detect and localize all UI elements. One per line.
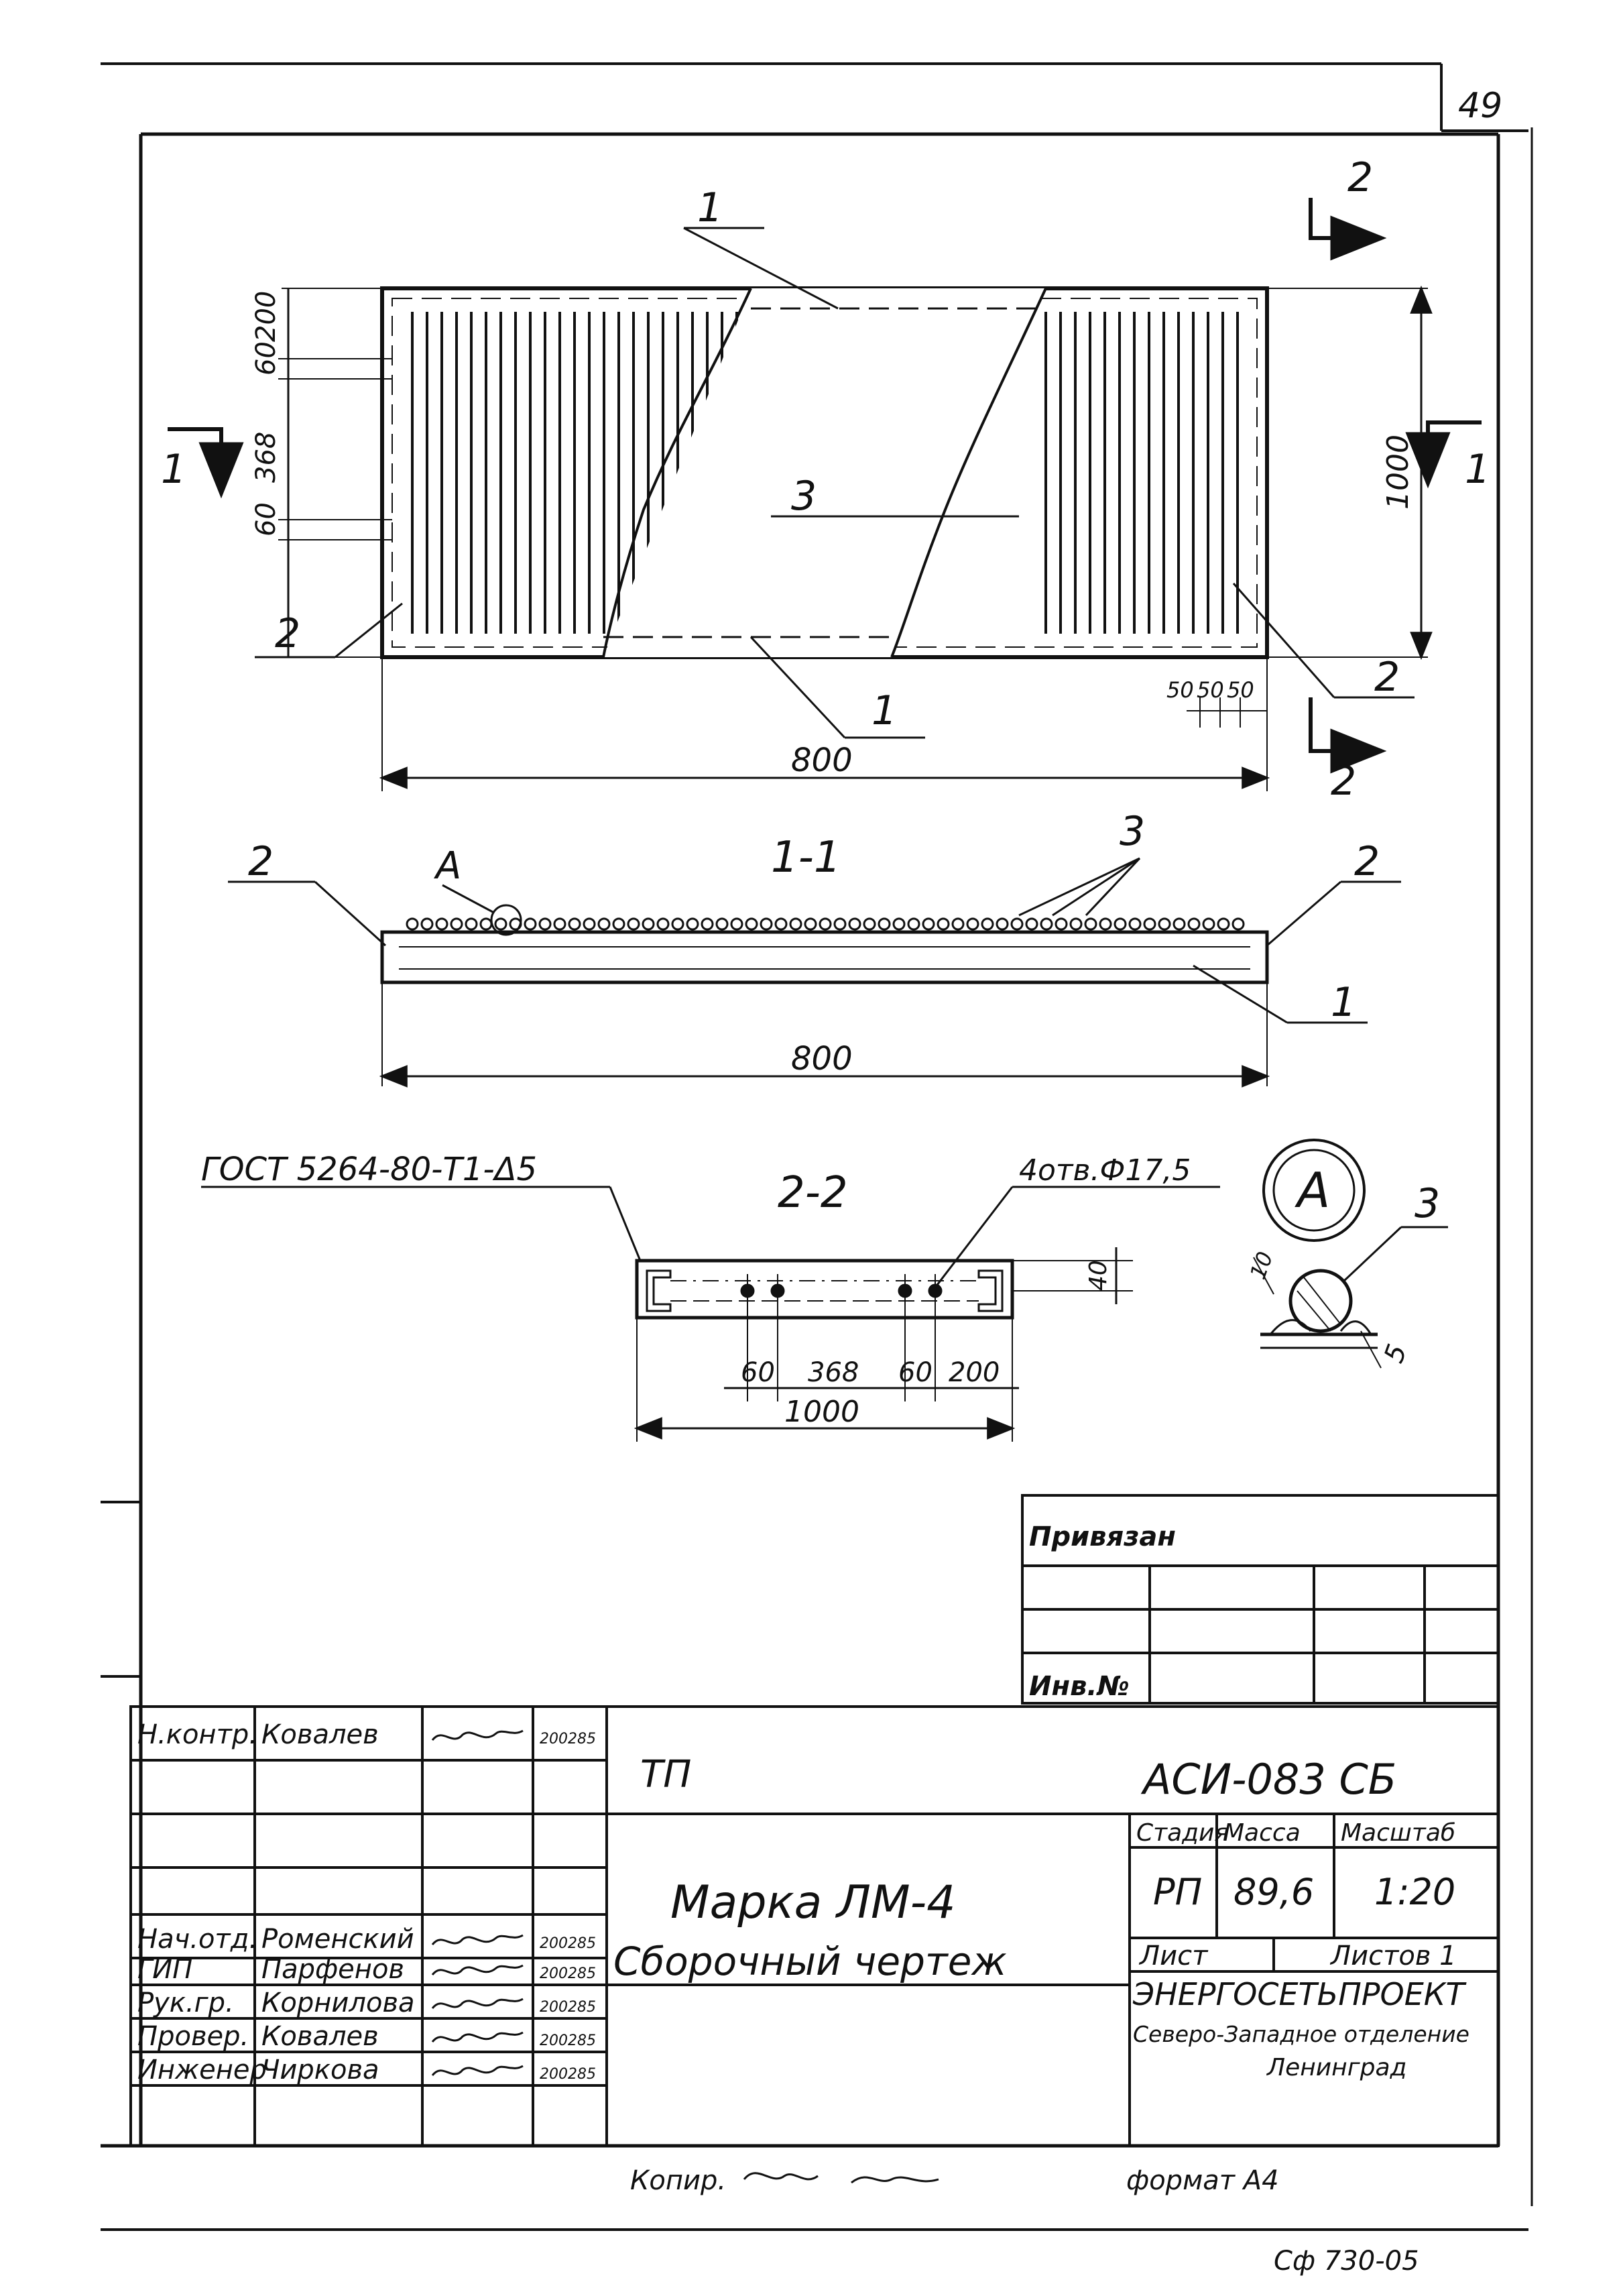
rebar-circle — [407, 919, 418, 929]
rebar-circle — [731, 919, 742, 929]
rebar-circle — [643, 919, 654, 929]
plan-dim-50-a: 50 — [1166, 677, 1194, 703]
rebar-circle — [1144, 919, 1155, 929]
copied-by-label: Копир. — [630, 2165, 727, 2196]
copier-signature — [744, 2173, 939, 2183]
rebar-circle — [923, 919, 934, 929]
rebar-circle — [967, 919, 978, 929]
signature-date: 200285 — [540, 2032, 596, 2049]
section-2-2-channel — [637, 1261, 1012, 1318]
signature-date: 200285 — [540, 1999, 596, 2016]
plan-dim-60-top: 60 — [251, 341, 282, 376]
signature-date: 200285 — [540, 1965, 596, 1982]
section-1-1-labels — [248, 808, 1380, 1078]
plan-callout-2-left: 2 — [275, 610, 301, 657]
rebar-circle — [436, 919, 447, 929]
rebar-circle — [761, 919, 772, 929]
organization-city: Ленинград — [1267, 2054, 1407, 2081]
drawing-title-line1: Марка ЛМ-4 — [670, 1876, 956, 1929]
rebar-circle — [1174, 919, 1185, 929]
rebar-circle — [1130, 919, 1140, 929]
rebar-circle — [628, 919, 639, 929]
plan-dim-60-bottom: 60 — [251, 502, 282, 536]
rebar-circle — [790, 919, 801, 929]
format-label: формат А4 — [1126, 2165, 1279, 2196]
section-2-2-dim-200: 200 — [949, 1357, 1000, 1388]
plan-callout-2-right: 2 — [1374, 654, 1400, 701]
detail-a-label: А — [1297, 1162, 1331, 1218]
rebar-circle — [1233, 919, 1244, 929]
section-2-2-dim-368: 368 — [808, 1357, 859, 1388]
plan-dim-1000: 1000 — [1381, 435, 1415, 510]
signature-role: Рук.гр. — [137, 1988, 234, 2018]
document-code: АСИ-083 СБ — [1143, 1755, 1397, 1804]
signature-name: Корнилова — [261, 1988, 415, 2018]
plan-dim-200: 200 — [251, 290, 282, 342]
rebar-circle — [554, 919, 565, 929]
weld-note: ГОСТ 5264-80-Т1-Δ5 — [201, 1151, 538, 1188]
rebar-circle — [717, 919, 727, 929]
rebar-circle — [613, 919, 624, 929]
rebar-circle — [1056, 919, 1067, 929]
detail-a-dim-10: 10 — [1244, 1248, 1278, 1283]
rebar-circle — [894, 919, 904, 929]
rebar-circle — [481, 919, 491, 929]
binding-label: Привязан — [1029, 1522, 1177, 1552]
signature-role: Инженер — [137, 2055, 267, 2085]
section-1-1-dim-800: 800 — [791, 1040, 853, 1078]
rebar-circle — [422, 919, 432, 929]
rebar-circle — [776, 919, 786, 929]
rebar-circle — [584, 919, 595, 929]
title-block-signatures — [137, 1719, 596, 2085]
detail-a-view — [1254, 1140, 1448, 1368]
signature-date: 200285 — [540, 1731, 596, 1747]
plan-callout-1-bottom: 1 — [871, 687, 898, 734]
rebar-circle — [805, 919, 816, 929]
rebar-circle — [540, 919, 550, 929]
rebar-circle — [746, 919, 757, 929]
section-1-1-bars — [407, 919, 1244, 929]
rebar-circle — [525, 919, 536, 929]
section-1-1-callout-a: А — [436, 844, 462, 888]
rebar-circle — [1026, 919, 1037, 929]
plan-callout-3: 3 — [791, 473, 817, 520]
signature-name: Чиркова — [261, 2055, 379, 2085]
rebar-circle — [982, 919, 993, 929]
rebar-circle — [864, 919, 875, 929]
plan-dim-50-c: 50 — [1227, 677, 1254, 703]
detail-a-callout-3: 3 — [1415, 1180, 1441, 1227]
rebar-circle — [451, 919, 462, 929]
plan-dim-50-b: 50 — [1197, 677, 1224, 703]
signature-name: Ковалев — [261, 1719, 379, 1750]
archive-number: Сф 730-05 — [1274, 2246, 1419, 2277]
section-mark-2-top: 2 — [1347, 154, 1374, 201]
rebar-circle — [997, 919, 1008, 929]
holes-note: 4отв.Ф17,5 — [1019, 1153, 1191, 1188]
signature-name: Ковалев — [261, 2021, 379, 2052]
rebar-circle — [466, 919, 477, 929]
rebar-circle — [1189, 919, 1199, 929]
tp-label: ТП — [640, 1753, 692, 1796]
signature-role: ГИП — [137, 1954, 193, 1985]
rebar-circle — [658, 919, 668, 929]
rebar-circle — [1100, 919, 1111, 929]
organization-name: ЭНЕРГОСЕТЬПРОЕКТ — [1133, 1976, 1465, 2012]
handwritten-signature — [432, 1999, 523, 2008]
section-2-2-view — [201, 1187, 1220, 1442]
plan-view — [168, 198, 1482, 791]
signature-name: Роменский — [261, 1924, 414, 1955]
rebar-circle — [495, 919, 506, 929]
rebar-circle — [879, 919, 890, 929]
rebar-circle — [702, 919, 713, 929]
section-1-1-callout-2-left: 2 — [248, 838, 274, 885]
detail-a-dim-5: 5 — [1378, 1340, 1414, 1367]
rebar-circle — [1218, 919, 1229, 929]
section-mark-1-left: 1 — [161, 446, 187, 493]
rebar-circle — [820, 919, 831, 929]
organization-branch: Северо-Западное отделение — [1133, 2021, 1469, 2047]
section-2-2-dim-60-right: 60 — [898, 1357, 933, 1388]
plan-dim-368: 368 — [251, 431, 282, 483]
footer — [630, 2165, 1419, 2277]
rebar-circle — [1071, 919, 1081, 929]
scale-value: 1:20 — [1374, 1871, 1456, 1913]
handwritten-signature — [432, 1965, 523, 1975]
handwritten-signature — [432, 1731, 523, 1740]
rebar-circle — [569, 919, 580, 929]
signature-role: Провер. — [137, 2021, 249, 2052]
section-2-2-labels — [201, 1151, 1191, 1429]
rebar-circle — [599, 919, 609, 929]
rebar-circle — [1203, 919, 1214, 929]
signature-date: 200285 — [540, 1935, 596, 1952]
sheets-count: Листов 1 — [1331, 1941, 1457, 1971]
inventory-label: Инв.№ — [1029, 1671, 1130, 1702]
section-2-2-dim-40: 40 — [1085, 1260, 1112, 1291]
section-mark-1-right: 1 — [1465, 446, 1491, 493]
section-2-2-dim-1000: 1000 — [784, 1395, 859, 1429]
rebar-circle — [849, 919, 860, 929]
drawing-title-line2: Сборочный чертеж — [613, 1939, 1007, 1984]
page-number: 49 — [1458, 86, 1503, 126]
stage-value: РП — [1153, 1871, 1203, 1913]
rebar-circle — [1041, 919, 1052, 929]
mass-header: Масса — [1223, 1819, 1301, 1847]
rebar-circle — [953, 919, 963, 929]
rebar-circle — [835, 919, 845, 929]
signature-date: 200285 — [540, 2066, 596, 2083]
rebar-circle — [1115, 919, 1126, 929]
rebar-circle — [938, 919, 949, 929]
section-1-1-callout-2-right: 2 — [1354, 838, 1380, 885]
section-2-2-dim-60-left: 60 — [741, 1357, 775, 1388]
handwritten-signature — [432, 2066, 523, 2075]
section-1-1-callout-1: 1 — [1331, 979, 1357, 1026]
plan-callout-1-top: 1 — [697, 184, 723, 231]
section-1-1-beam — [382, 932, 1267, 982]
rebar-circle — [1012, 919, 1022, 929]
section-1-1-title: 1-1 — [771, 833, 841, 882]
detail-a-marker — [491, 905, 521, 935]
plan-ribs-right — [1046, 312, 1238, 634]
scale-header: Масштаб — [1341, 1819, 1456, 1847]
section-2-2-title: 2-2 — [778, 1168, 848, 1218]
mass-value: 89,6 — [1234, 1871, 1315, 1913]
rebar-circle — [908, 919, 919, 929]
section-1-1-callout-3: 3 — [1120, 808, 1146, 855]
rebar-circle — [672, 919, 683, 929]
rebar-circle — [687, 919, 698, 929]
handwritten-signature — [432, 2032, 523, 2042]
signature-role: Н.контр. — [137, 1719, 257, 1750]
handwritten-signature — [432, 1935, 523, 1945]
rebar-circle — [1159, 919, 1170, 929]
rebar-circle — [1085, 919, 1096, 929]
section-mark-2-bottom: 2 — [1331, 758, 1357, 805]
signature-name: Парфенов — [261, 1954, 404, 1985]
plan-dim-800: 800 — [791, 742, 853, 779]
title-block-texts — [613, 1753, 1469, 2081]
sheet-label: Лист — [1140, 1941, 1208, 1971]
signature-role: Нач.отд. — [137, 1924, 258, 1955]
stage-header: Стадия — [1136, 1819, 1229, 1847]
